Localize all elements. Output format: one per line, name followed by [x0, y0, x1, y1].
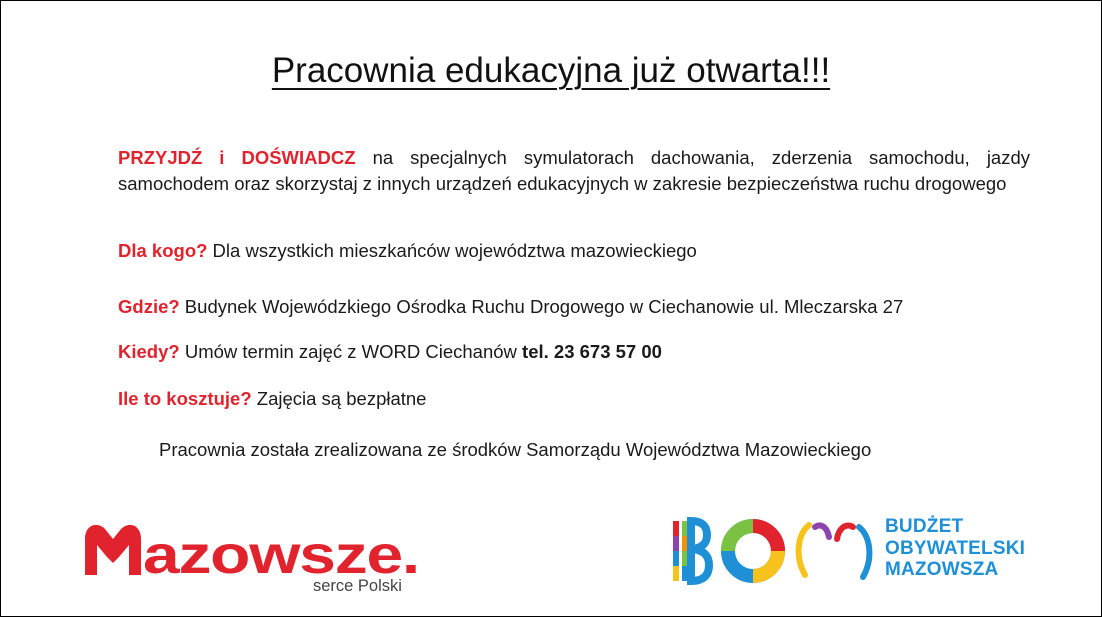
content [118, 145, 1031, 409]
mazowsze-tagline: serce Polski [313, 577, 402, 593]
detail-for-whom [118, 238, 697, 264]
cost-text: Zajęcia są bezpłatne [251, 388, 427, 409]
when-text: Umów termin zajęć z WORD Ciechanów [179, 341, 523, 362]
bom-line-3: MAZOWSZA [885, 559, 999, 580]
where-text: Budynek Wojewódzkiego Ośrodka Ruchu Drogowego w Ciechanowie ul. Mleczarska 27 [179, 296, 904, 317]
bom-logo-icon [669, 513, 883, 585]
bom-logo [669, 513, 1039, 585]
mazowsze-logo-icon [83, 515, 428, 593]
detail-when [118, 339, 662, 365]
phone-number: tel. 23 673 57 00 [522, 341, 662, 362]
where-label: Gdzie? [118, 296, 180, 317]
detail-cost [118, 386, 426, 412]
bom-line-1: BUDŻET [885, 516, 964, 537]
bom-text [885, 516, 1025, 581]
for-whom-text: Dla wszystkich mieszkańców województwa mazowieckiego [207, 240, 697, 261]
for-whom-label: Dla kogo? [118, 240, 208, 261]
detail-where [118, 294, 903, 320]
when-label: Kiedy? [118, 341, 180, 362]
funding-note: Pracownia została zrealizowana ze środków Samorządu Województwa Mazowieckiego [159, 439, 872, 460]
page-title: Pracownia edukacyjna już otwarta!!! [271, 51, 831, 90]
svg-text:azowsze.: azowsze. [143, 525, 419, 585]
intro-paragraph [118, 145, 1030, 197]
bom-line-2: OBYWATELSKI [885, 537, 1026, 559]
intro-text: na specjalnych symulatorach dachowania, zderzenia samochodu, jazdy samochodem oraz skorzystaj z innych urządzeń edukacyjnych w zakresie bezpieczeństwa ruchu drogowego [118, 147, 1031, 194]
mazowsze-logo [83, 515, 428, 593]
cost-label: Ile to kosztuje? [118, 388, 252, 409]
intro-lead: PRZYJDŹ i DOŚWIADCZ [118, 147, 356, 168]
